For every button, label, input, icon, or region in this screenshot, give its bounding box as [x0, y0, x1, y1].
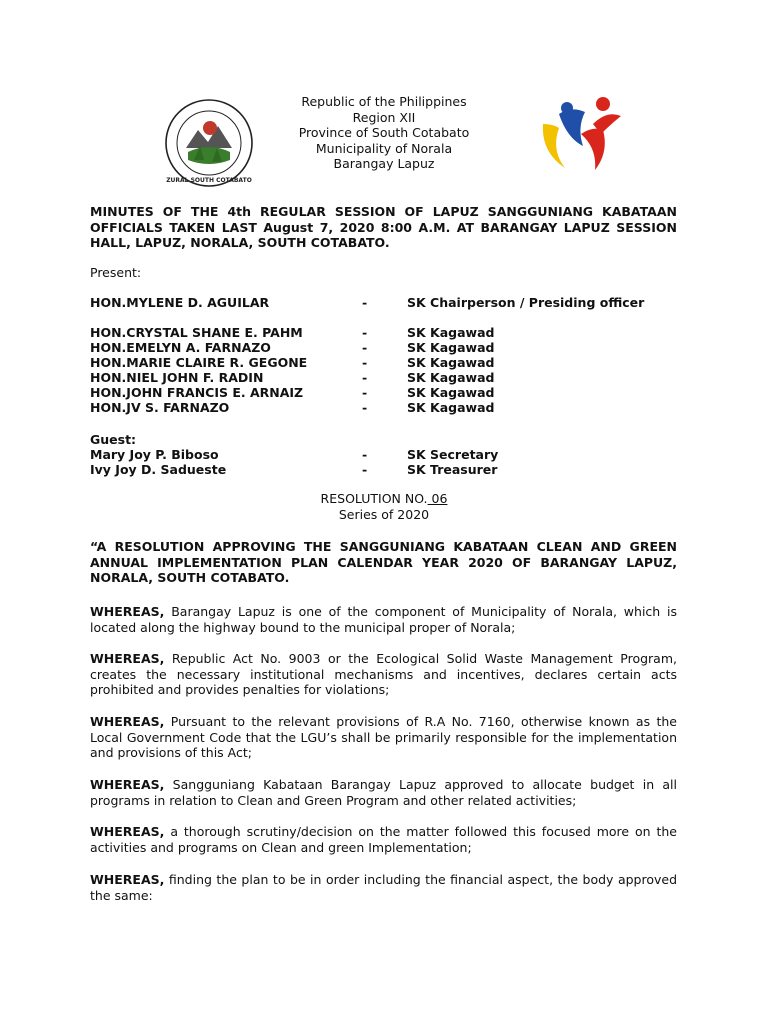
separator: -: [362, 385, 368, 400]
svg-text:ZURAL SOUTH COTABATO: ZURAL SOUTH COTABATO: [166, 177, 252, 184]
separator: -: [362, 340, 368, 355]
whereas-clause: [90, 604, 677, 635]
whereas-label: WHEREAS,: [90, 872, 165, 887]
present-label: Present:: [90, 265, 142, 280]
attendee-role: SK Kagawad: [407, 325, 495, 340]
separator: -: [362, 295, 368, 310]
header-line: Republic of the Philippines: [301, 94, 467, 109]
whereas-label: WHEREAS,: [90, 604, 165, 619]
resolution-number: 06: [427, 491, 448, 506]
resolution-series: Series of 2020: [338, 507, 430, 522]
guest-name: Mary Joy P. Biboso: [90, 447, 219, 462]
whereas-clause: [90, 777, 677, 808]
whereas-clause: [90, 872, 677, 903]
attendee-row: [90, 385, 690, 400]
sk-logo-icon: [537, 94, 627, 174]
attendee-row: [90, 400, 690, 415]
separator: -: [362, 400, 368, 415]
separator: -: [362, 325, 368, 340]
attendee-role: SK Kagawad: [407, 385, 495, 400]
attendee-row: [90, 295, 690, 310]
guest-role: SK Treasurer: [407, 462, 498, 477]
attendee-row: [90, 325, 690, 340]
attendee-name: HON.NIEL JOHN F. RADIN: [90, 370, 264, 385]
attendee-name: HON.CRYSTAL SHANE E. PAHM: [90, 325, 303, 340]
attendee-name: HON.JV S. FARNAZO: [90, 400, 230, 415]
attendee-role: SK Kagawad: [407, 340, 495, 355]
whereas-text: Pursuant to the relevant provisions of R.A No. 7160, otherwise known as the Local Government Code that the LGU’s shall be primarily responsible for the implementation and provisions of this Act;: [90, 714, 677, 760]
letterhead: [230, 94, 538, 172]
whereas-label: WHEREAS,: [90, 777, 165, 792]
separator: -: [362, 355, 368, 370]
guest-label: Guest:: [90, 432, 137, 447]
resolution-title: “A RESOLUTION APPROVING THE SANGGUNIANG KABATAAN CLEAN AND GREEN ANNUAL IMPLEMENTATION PLAN CALENDAR YEAR 2020 OF BARANGAY LAPUZ, NORALA, SOUTH COTABATO.: [90, 539, 677, 586]
separator: -: [362, 447, 368, 462]
whereas-text: Republic Act No. 9003 or the Ecological Solid Waste Management Program, creates the necessary institutional mechanisms and incentives, declares certain acts prohibited and provides penalties for violations;: [90, 651, 677, 697]
whereas-label: WHEREAS,: [90, 651, 165, 666]
resolution-label: RESOLUTION NO.: [320, 491, 428, 506]
header-line: Region XII: [352, 109, 416, 125]
attendee-role: SK Chairperson / Presiding officer: [407, 295, 645, 310]
whereas-clause: [90, 824, 677, 855]
whereas-clause: [90, 714, 677, 761]
whereas-text: finding the plan to be in order including the financial aspect, the body approved the same:: [90, 872, 678, 903]
header-line: Province of South Cotabato: [298, 125, 470, 141]
separator: -: [362, 462, 368, 477]
attendee-row: [90, 340, 690, 355]
whereas-text: Sangguniang Kabataan Barangay Lapuz approved to allocate budget in all programs in relation to Clean and Green Program and other related activities;: [90, 777, 677, 808]
guest-row: [90, 447, 690, 462]
attendee-name: HON.JOHN FRANCIS E. ARNAIZ: [90, 385, 304, 400]
attendee-role: SK Kagawad: [407, 370, 495, 385]
attendee-role: SK Kagawad: [407, 355, 495, 370]
separator: -: [362, 370, 368, 385]
whereas-label: WHEREAS,: [90, 824, 165, 839]
resolution-heading: [230, 491, 538, 523]
attendee-role: SK Kagawad: [407, 400, 495, 415]
guest-name: Ivy Joy D. Sadueste: [90, 462, 227, 477]
whereas-label: WHEREAS,: [90, 714, 165, 729]
attendee-name: HON.MARIE CLAIRE R. GEGONE: [90, 355, 308, 370]
header-line: Municipality of Norala: [315, 140, 453, 156]
minutes-title: MINUTES OF THE 4th REGULAR SESSION OF LAPUZ SANGGUNIANG KABATAAN OFFICIALS TAKEN LAST August 7, 2020 8:00 A.M. AT BARANGAY LAPUZ SESSION HALL, LAPUZ, NORALA, SOUTH COTABATO.: [90, 204, 677, 251]
attendee-name: HON.MYLENE D. AGUILAR: [90, 295, 270, 310]
whereas-clause: [90, 651, 677, 698]
attendee-name: HON.EMELYN A. FARNAZO: [90, 340, 271, 355]
header-line: Barangay Lapuz: [333, 156, 435, 172]
attendee-row: [90, 355, 690, 370]
whereas-text: a thorough scrutiny/decision on the matter followed this focused more on the activities and programs on Clean and green Implementation;: [90, 824, 677, 855]
whereas-text: Barangay Lapuz is one of the component of Municipality of Norala, which is located along the highway bound to the municipal proper of Norala;: [90, 604, 677, 635]
attendee-row: [90, 370, 690, 385]
guest-row: [90, 462, 690, 477]
guest-role: SK Secretary: [407, 447, 499, 462]
